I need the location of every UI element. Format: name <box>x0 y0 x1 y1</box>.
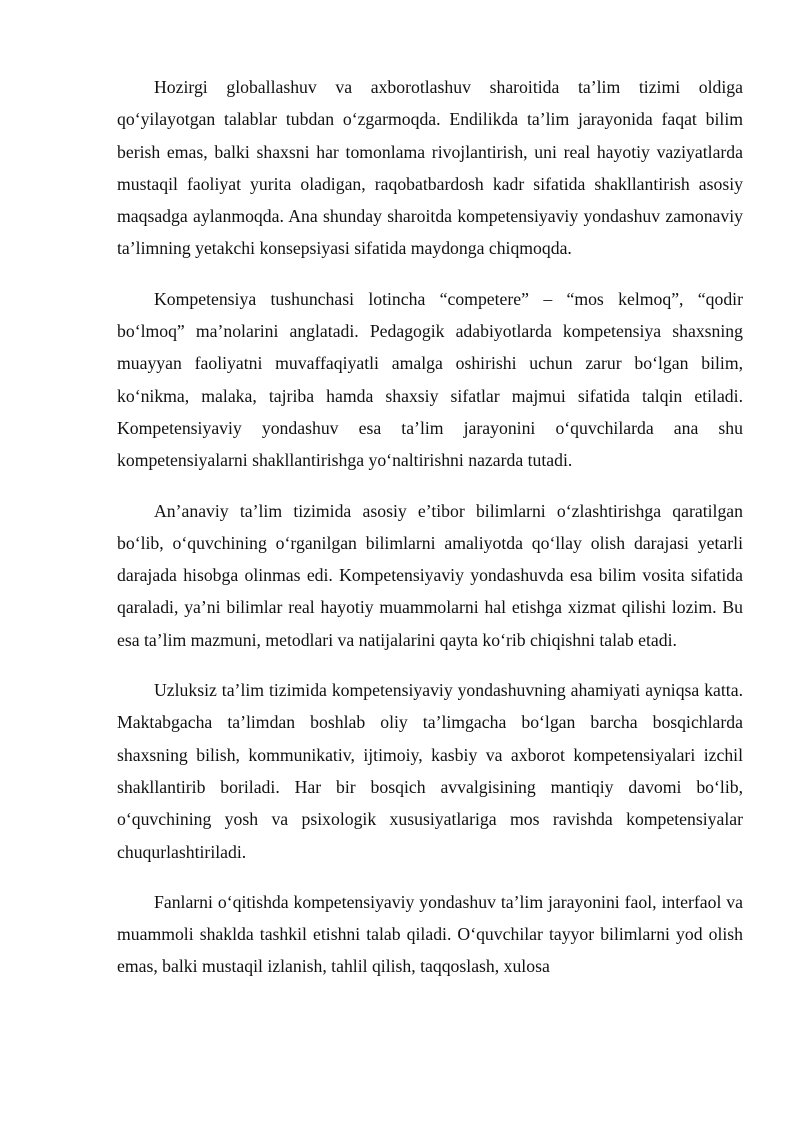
paragraph-4: Uzluksiz ta’lim tizimida kompetensiyaviy yondashuvning ahamiyati ayniqsa katta. Maktabgacha ta’limdan boshlab oliy ta’limgacha bo‘lgan barcha bosqichlarda shaxsning bilish, kommunikativ, ijtimoiy, kasbiy va axborot kompetensiyalari izchil shakllantirib boriladi. Har bir bosqich avvalgisining mantiqiy davomi bo‘lib, o‘quvchining yosh va psixologik xususiyatlariga mos ravishda kompetensiyalar chuqurlashtiriladi. <box>117 680 743 862</box>
paragraph-1: Hozirgi globallashuv va axborotlashuv sharoitida ta’lim tizimi oldiga qo‘yilayotgan talablar tubdan o‘zgarmoqda. Endilikda ta’lim jarayonida faqat bilim berish emas, balki shaxsni har tomonlama rivojlantirish, uni real hayotiy vaziyatlarda mustaqil faoliyat yurita oladigan, raqobatbardosh kadr sifatida shakllantirish asosiy maqsadga aylanmoqda. Ana shunday sharoitda kompetensiyaviy yondashuv zamonaviy ta’limning yetakchi konsepsiyasi sifatida maydonga chiqmoqda. <box>117 77 743 259</box>
paragraph-5: Fanlarni o‘qitishda kompetensiyaviy yondashuv ta’lim jarayonini faol, interfaol va muammoli shaklda tashkil etishni talab qiladi. O‘quvchilar tayyor bilimlarni yod olish emas, balki mustaqil izlanish, tahlil qilish, taqqoslash, xulosa <box>117 891 743 977</box>
paragraph-3: An’anaviy ta’lim tizimida asosiy e’tibor bilimlarni o‘zlashtirishga qaratilgan bo‘lib, o‘quvchining o‘rganilgan bilimlarni amaliyotda qo‘llay olish darajasi yetarli darajada hisobga olinmas edi. Kompetensiyaviy yondashuvda esa bilim vosita sifatida qaraladi, ya’ni bilimlar real hayotiy muammolarni hal etishga xizmat qilishi lozim. Bu esa ta’lim mazmuni, metodlari va natijalarini qayta ko‘rib chiqishni talab etadi. <box>117 500 743 650</box>
paragraph-2: Kompetensiya tushunchasi lotincha “competere” – “mos kelmoq”, “qodir bo‘lmoq” ma’nolarini anglatadi. Pedagogik adabiyotlarda kompetensiya shaxsning muayyan faoliyatni muvaffaqiyatli amalga oshirishi uchun zarur bo‘lgan bilim, ko‘nikma, malaka, tajriba hamda shaxsiy sifatlar majmui sifatida talqin etiladi. Kompetensiyaviy yondashuv esa ta’lim jarayonini o‘quvchilarda ana shu kompetensiyalarni shakllantirishga yo‘naltirishni nazarda tutadi. <box>117 288 743 471</box>
